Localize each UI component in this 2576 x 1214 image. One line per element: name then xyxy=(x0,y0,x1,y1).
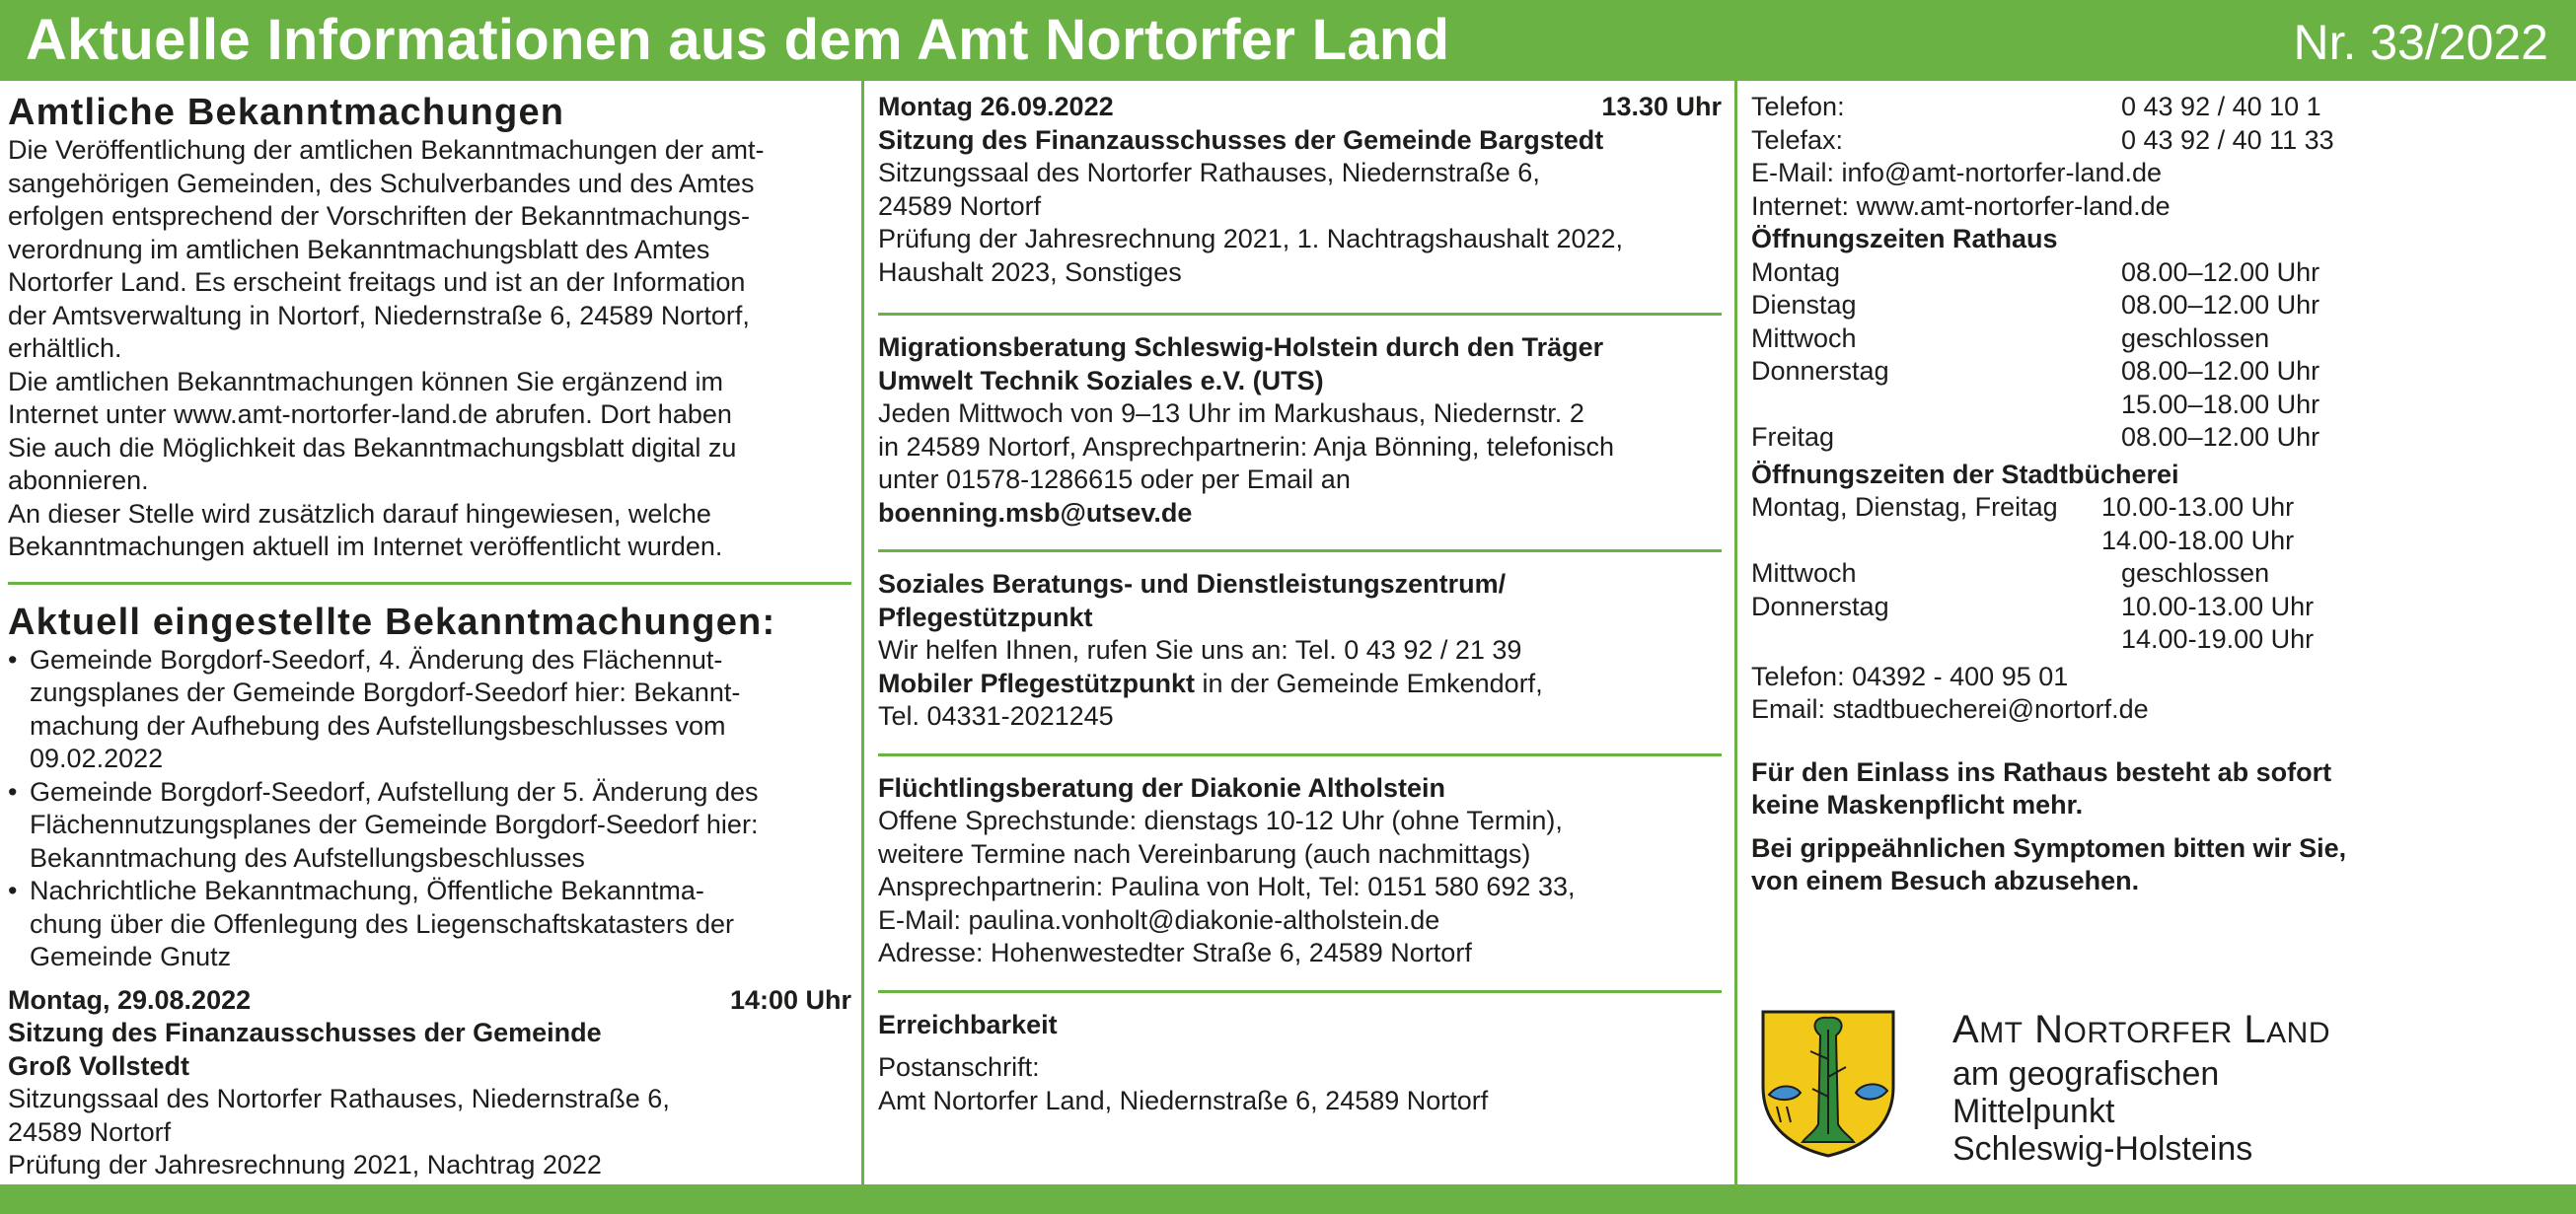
hours-row xyxy=(1751,525,2560,558)
text-line: Adresse: Hohenwestedter Straße 6, 24589 Nortorf xyxy=(878,938,1472,967)
contact-website-link[interactable]: Internet: www.amt-nortorfer-land.de xyxy=(1751,190,2171,221)
text-line: Jeden Mittwoch von 9–13 Uhr im Markushaus, Niedernstr. 2 xyxy=(878,398,1584,428)
logo-letter: N xyxy=(2034,1008,2064,1051)
amtliche-paragraph-1 xyxy=(8,134,851,366)
text-line: 24589 Nortorf xyxy=(878,190,1042,221)
value: 0 43 92 / 40 11 33 xyxy=(2121,124,2334,155)
text-line: An dieser Stelle wird zusätzlich darauf hingewiesen, welche xyxy=(8,498,711,529)
meeting-date: Montag, 29.08.2022 xyxy=(8,984,252,1015)
meeting-time: 13.30 Uhr xyxy=(1601,92,1722,121)
text-line: Prüfung der Jahresrechnung 2021, Nachtrag 2022 xyxy=(8,1150,602,1179)
meeting-title: Groß Vollstedt xyxy=(8,1050,190,1081)
fluecht-email-link[interactable]: E-Mail: paulina.vonholt@diakonie-altholstein.de xyxy=(878,904,1440,935)
text-line: weitere Termine nach Vereinbarung (auch nachmittags) xyxy=(878,838,1531,869)
section-heading-amtliche: Amtliche Bekanntmachungen xyxy=(8,92,565,133)
text-line: Flächennutzungsplanes der Gemeinde Borgdorf-Seedorf hier: xyxy=(30,810,759,839)
text-line: Offene Sprechstunde: dienstags 10-12 Uhr (ohne Termin), xyxy=(878,806,1563,835)
time: 14.00-18.00 Uhr xyxy=(2101,525,2295,555)
day: Mittwoch xyxy=(1751,322,1857,353)
hours-row xyxy=(1751,256,2560,290)
time: 10.00-13.00 Uhr xyxy=(2101,492,2295,522)
text-line: Gemeinde Gnutz xyxy=(30,942,232,971)
day: Montag xyxy=(1751,256,1841,287)
column-middle xyxy=(878,91,1722,1117)
logo-letter: MT xyxy=(1979,1017,2024,1049)
text-line: 09.02.2022 xyxy=(30,744,164,773)
text-line: chung über die Offenlegung des Liegenschaftskatasters der xyxy=(30,908,734,939)
text-line: verordnung im amtlichen Bekanntmachungsblatt des Amtes xyxy=(8,234,710,264)
logo-letter: AND xyxy=(2266,1017,2330,1049)
rathaus-hours-heading: Öffnungszeiten Rathaus xyxy=(1751,224,2058,253)
hours-row xyxy=(1751,421,2560,455)
logo-letter: ORTORFER xyxy=(2063,1017,2233,1049)
section-separator xyxy=(878,753,1722,756)
day: Mittwoch xyxy=(1751,558,1857,588)
contact-email-link[interactable]: E-Mail: info@amt-nortorfer-land.de xyxy=(1751,158,2163,187)
text-line: erfolgen entsprechend der Vorschriften der Bekanntmachungs- xyxy=(8,201,750,231)
text-line: in 24589 Nortorf, Ansprechpartnerin: Anja Bönning, telefonisch xyxy=(878,431,1614,462)
time: 08.00–12.00 Uhr xyxy=(2121,356,2320,386)
logo-name xyxy=(1952,1008,2330,1055)
hours-row xyxy=(1751,623,2560,657)
hours-row xyxy=(1751,289,2560,322)
time: 08.00–12.00 Uhr xyxy=(2121,422,2320,452)
hours-row xyxy=(1751,491,2560,525)
time: geschlossen xyxy=(2121,558,2270,588)
migration-title: Migrationsberatung Schleswig-Holstein durch den Träger xyxy=(878,332,1604,362)
section-separator xyxy=(8,582,851,585)
page-title: Aktuelle Informationen aus dem Amt Nortorfer Land xyxy=(26,8,1450,72)
hours-row xyxy=(1751,557,2560,591)
text-line: Bekanntmachung des Aufstellungsbeschlusses xyxy=(30,842,585,873)
text-line: Sitzungssaal des Nortorfer Rathauses, Niedernstraße 6, xyxy=(878,158,1540,187)
section-separator xyxy=(878,313,1722,316)
announcement-list xyxy=(8,644,851,974)
logo-subtitle: Mittelpunkt xyxy=(1952,1093,2115,1130)
hours-row xyxy=(1751,591,2560,624)
section-heading-aktuell: Aktuell eingestellte Bekanntmachungen: xyxy=(8,601,776,643)
logo-subtitle: Schleswig-Holsteins xyxy=(1952,1130,2253,1168)
label: Telefon: xyxy=(1751,92,1845,121)
day xyxy=(1751,623,2121,657)
time: 08.00–12.00 Uhr xyxy=(2121,256,2320,287)
mobil-label: Mobiler Pflegestützpunkt xyxy=(878,668,1196,698)
text-line: Internet unter www.amt-nortorfer-land.de abrufen. Dort haben xyxy=(8,399,732,429)
announcement-item[interactable] xyxy=(8,875,851,974)
meeting-title: Sitzung des Finanzausschusses der Gemeinde xyxy=(8,1018,602,1047)
hours-row xyxy=(1751,355,2560,389)
day: Donnerstag xyxy=(1751,591,1889,621)
hours-row xyxy=(1751,322,2560,356)
fluecht-title: Flüchtlingsberatung der Diakonie Altholstein xyxy=(878,772,1446,803)
contact-fax xyxy=(1751,124,2560,158)
text-line: Ansprechpartnerin: Paulina von Holt, Tel: 0151 580 692 33, xyxy=(878,872,1576,901)
amtliche-paragraph-3 xyxy=(8,498,851,564)
text-line: machung der Aufhebung des Aufstellungsbeschlusses vom xyxy=(30,710,726,741)
text-line: Die amtlichen Bekanntmachungen können Sie ergänzend im xyxy=(8,366,723,396)
text-line: 24589 Nortorf xyxy=(8,1116,172,1147)
logo-text xyxy=(1952,1008,2330,1168)
contact-phone xyxy=(1751,91,2560,124)
notice-masks: Für den Einlass ins Rathaus besteht ab sofort xyxy=(1751,756,2332,787)
logo-letter: L xyxy=(2244,1008,2267,1051)
text-line: Prüfung der Jahresrechnung 2021, 1. Nachtragshaushalt 2022, xyxy=(878,224,1624,253)
text-line: der Amtsverwaltung in Nortorf, Niedernstraße 6, 24589 Nortorf, xyxy=(8,300,750,330)
notice-symptoms: von einem Besuch abzusehen. xyxy=(1751,866,2140,895)
column-right xyxy=(1751,91,2560,898)
text-line: • Nachrichtliche Bekanntmachung, Öffentliche Bekanntma- xyxy=(30,876,704,905)
erreich-title: Erreichbarkeit xyxy=(878,1009,1058,1039)
coat-of-arms-icon xyxy=(1759,1008,1897,1158)
column-divider-1 xyxy=(861,81,864,1184)
time: 08.00–12.00 Uhr xyxy=(2121,290,2320,320)
meeting-time: 14:00 Uhr xyxy=(729,984,851,1015)
text-line: Haushalt 2023, Sonstiges xyxy=(878,256,1182,287)
text-line: unter 01578-1286615 oder per Email an xyxy=(878,464,1351,494)
section-separator xyxy=(878,549,1722,552)
meeting-date: Montag 26.09.2022 xyxy=(878,92,1114,121)
amtliche-paragraph-2 xyxy=(8,366,851,498)
text-line: Bekanntmachungen aktuell im Internet veröffentlicht wurden. xyxy=(8,532,723,561)
announcement-item[interactable] xyxy=(8,776,851,876)
buecherei-hours-heading: Öffnungszeiten der Stadtbücherei xyxy=(1751,459,2179,489)
text-line: Tel. 04331-2021245 xyxy=(878,701,1114,731)
migration-email-link[interactable]: boenning.msb@utsev.de xyxy=(878,497,1193,528)
amt-logo xyxy=(1759,1008,2568,1166)
section-separator xyxy=(878,990,1722,993)
notice-masks: keine Maskenpflicht mehr. xyxy=(1751,790,2084,820)
day: Dienstag xyxy=(1751,290,1857,320)
issue-number: Nr. 33/2022 xyxy=(2293,15,2548,70)
text-line: erhältlich. xyxy=(8,333,122,363)
footer-bar xyxy=(0,1184,2576,1214)
migration-title: Umwelt Technik Soziales e.V. (UTS) xyxy=(878,365,1324,395)
text-line: zungsplanes der Gemeinde Borgdorf-Seedorf hier: Bekannt- xyxy=(30,678,741,707)
meeting-title: Sitzung des Finanzausschusses der Gemeinde Bargstedt xyxy=(878,124,1604,155)
text-line: • Gemeinde Borgdorf-Seedorf, Aufstellung der 5. Änderung des xyxy=(30,776,759,807)
text-line: abonnieren. xyxy=(8,465,149,495)
time: 10.00-13.00 Uhr xyxy=(2121,591,2315,621)
value: 0 43 92 / 40 10 1 xyxy=(2121,92,2321,121)
logo-subtitle: am geografischen xyxy=(1952,1055,2220,1093)
day: Donnerstag xyxy=(1751,356,1889,386)
notice-symptoms: Bei grippeähnlichen Symptomen bitten wir Sie, xyxy=(1751,832,2347,863)
sozial-title: Soziales Beratungs- und Dienstleistungszentrum/ xyxy=(878,569,1507,599)
text-line: Wir helfen Ihnen, rufen Sie uns an: Tel. 0 43 92 / 21 39 xyxy=(878,635,1522,665)
header-bar xyxy=(0,0,2576,81)
text-line: Sie auch die Möglichkeit das Bekanntmachungsblatt digital zu xyxy=(8,432,737,463)
time: 14.00-19.00 Uhr xyxy=(2121,624,2315,654)
day: Freitag xyxy=(1751,422,1835,452)
hours-row xyxy=(1751,389,2560,422)
text-line: Die Veröffentlichung der amtlichen Bekanntmachungen der amt- xyxy=(8,135,765,165)
text-line: Postanschrift: xyxy=(878,1052,1040,1082)
text-line: Amt Nortorfer Land, Niedernstraße 6, 24589 Nortorf xyxy=(878,1085,1489,1115)
mobil-location: in der Gemeinde Emkendorf, xyxy=(1195,668,1543,698)
label: Telefax: xyxy=(1751,124,1844,155)
day: Montag, Dienstag, Freitag xyxy=(1751,492,2058,522)
buecherei-email-link[interactable]: Email: stadtbuecherei@nortorf.de xyxy=(1751,694,2149,724)
buecherei-phone: Telefon: 04392 - 400 95 01 xyxy=(1751,661,2069,691)
meeting-date-row xyxy=(878,91,1722,124)
meeting-date-row xyxy=(8,984,851,1018)
text-line: Sitzungssaal des Nortorfer Rathauses, Niedernstraße 6, xyxy=(8,1084,670,1113)
mobil-line xyxy=(878,668,1722,701)
column-divider-2 xyxy=(1734,81,1737,1184)
text-line: sangehörigen Gemeinden, des Schulverbandes und des Amtes xyxy=(8,168,755,198)
column-left xyxy=(8,91,851,1182)
day xyxy=(1751,389,2121,422)
text-line: • Gemeinde Borgdorf-Seedorf, 4. Änderung des Flächennut- xyxy=(30,644,723,675)
text-line: Nortorfer Land. Es erscheint freitags und ist an der Information xyxy=(8,267,746,297)
time: geschlossen xyxy=(2121,322,2270,353)
time: 15.00–18.00 Uhr xyxy=(2121,389,2320,419)
day xyxy=(1751,525,2101,558)
announcement-item[interactable] xyxy=(8,644,851,776)
sozial-title: Pflegestützpunkt xyxy=(878,602,1093,632)
logo-letter: A xyxy=(1952,1008,1980,1051)
